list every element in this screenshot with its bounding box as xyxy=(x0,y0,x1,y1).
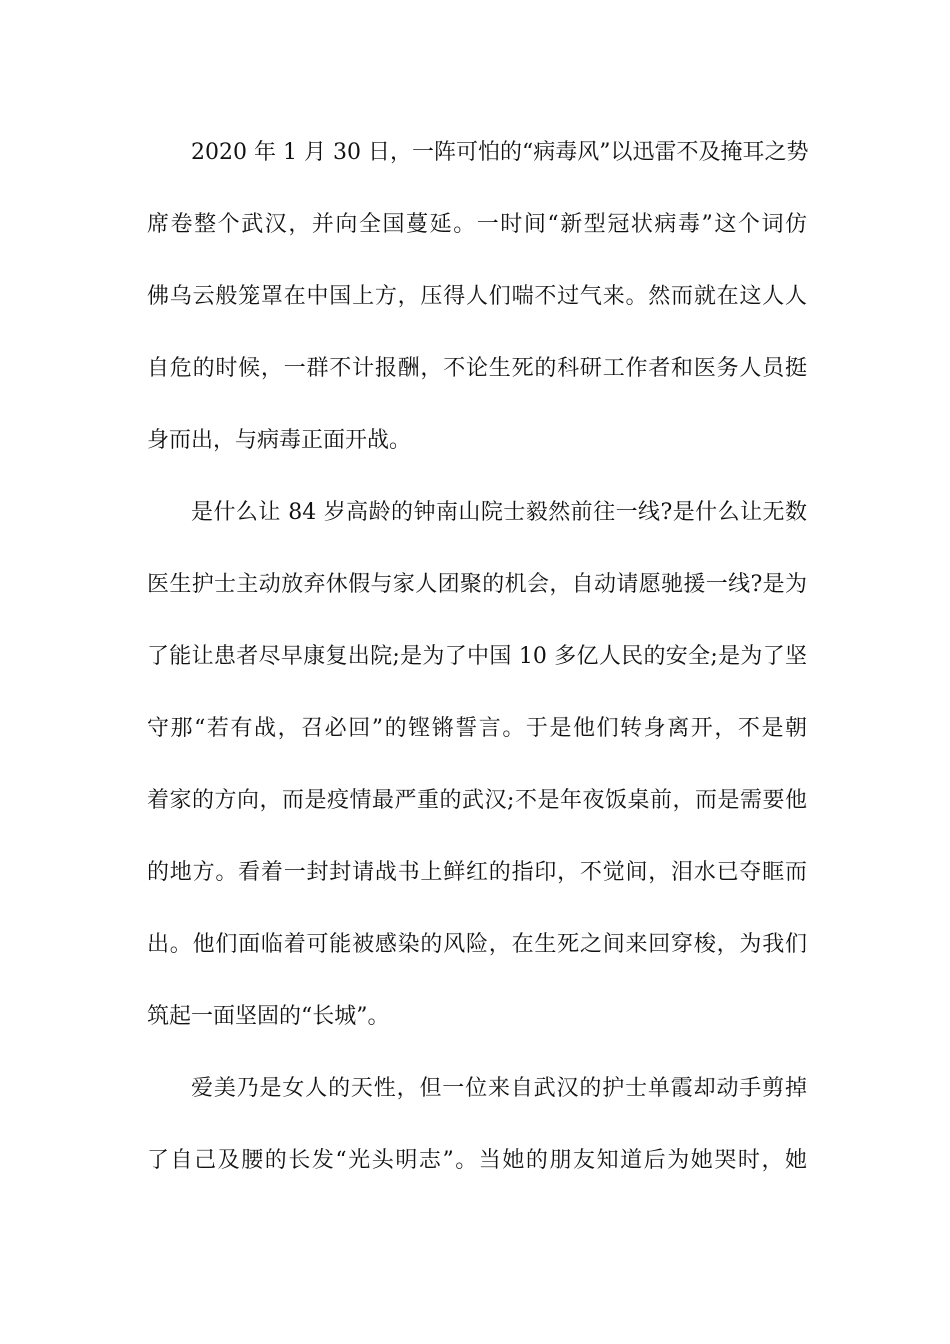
text-line: 的地方。看着一封封请战书上鲜红的指印，不觉间，泪水已夺眶而 xyxy=(147,860,807,885)
text-line: 自危的时候，一群不计报酬，不论生死的科研工作者和医务人员挺 xyxy=(147,356,807,381)
text-line: 着家的方向，而是疫情最严重的武汉;不是年夜饭桌前，而是需要他 xyxy=(147,788,807,813)
text-line: 医生护士主动放弃休假与家人团聚的机会，自动请愿驰援一线?是为 xyxy=(147,572,807,597)
text-line: 身而出，与病毒正面开战。 xyxy=(147,428,412,453)
text-line: 是什么让 84 岁高龄的钟南山院士毅然前往一线?是什么让无数 xyxy=(191,500,807,525)
text-line: 爱美乃是女人的天性，但一位来自武汉的护士单霞却动手剪掉 xyxy=(191,1076,807,1101)
text-line: 席卷整个武汉，并向全国蔓延。一时间“新型冠状病毒”这个词仿 xyxy=(147,212,807,237)
text-line: 2020 年 1 月 30 日，一阵可怕的“病毒风”以迅雷不及掩耳之势 xyxy=(191,140,809,165)
text-line: 了自己及腰的长发“光头明志”。当她的朋友知道后为她哭时，她 xyxy=(147,1148,807,1173)
text-line: 筑起一面坚固的“长城”。 xyxy=(147,1004,390,1029)
text-line: 出。他们面临着可能被感染的风险，在生死之间来回穿梭，为我们 xyxy=(147,932,807,957)
text-line: 佛乌云般笼罩在中国上方，压得人们喘不过气来。然而就在这人人 xyxy=(147,284,807,309)
text-line: 守那“若有战，召必回”的铿锵誓言。于是他们转身离开，不是朝 xyxy=(147,716,807,741)
text-line: 了能让患者尽早康复出院;是为了中国 10 多亿人民的安全;是为了坚 xyxy=(147,644,807,669)
